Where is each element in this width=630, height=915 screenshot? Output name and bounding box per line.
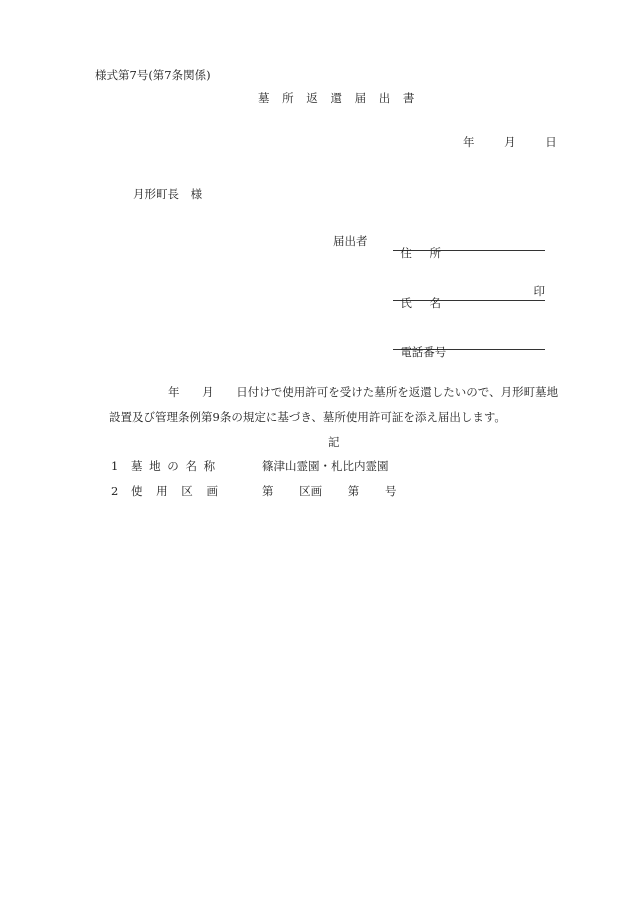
- item-value: 篠津山霊園・札比内霊園: [262, 459, 389, 473]
- ki-heading: 記: [328, 435, 340, 449]
- item-number: 2: [111, 484, 119, 498]
- address-field[interactable]: [393, 236, 545, 260]
- phone-label: 電話番号: [400, 344, 447, 359]
- body-line-1: 年 月 日付けで使用許可を受けた墓所を返還したいので、月形町墓地: [168, 385, 559, 399]
- phone-field[interactable]: [393, 335, 545, 359]
- body-line-2: 設置及び管理条例第9条の規定に基づき、墓所使用許可証を添え届出します。: [109, 410, 506, 424]
- date-line: 年 月 日: [463, 135, 557, 149]
- addressee: 月形町長 様: [133, 187, 203, 201]
- name-field[interactable]: [393, 284, 545, 310]
- form-number: 様式第7号(第7条関係): [95, 68, 211, 82]
- item-value: 第 区画 第 号: [262, 484, 397, 498]
- applicant-label: 届出者: [333, 234, 368, 248]
- item-label: 墓 地 の 名 称: [131, 459, 216, 473]
- item-number: 1: [111, 459, 119, 473]
- name-label: 氏 名: [400, 295, 441, 310]
- item-label: 使 用 区 画: [131, 484, 218, 498]
- document-title: 墓 所 返 還 届 出 書: [258, 91, 415, 105]
- address-label: 住 所: [400, 245, 441, 260]
- seal-mark: 印: [533, 284, 545, 298]
